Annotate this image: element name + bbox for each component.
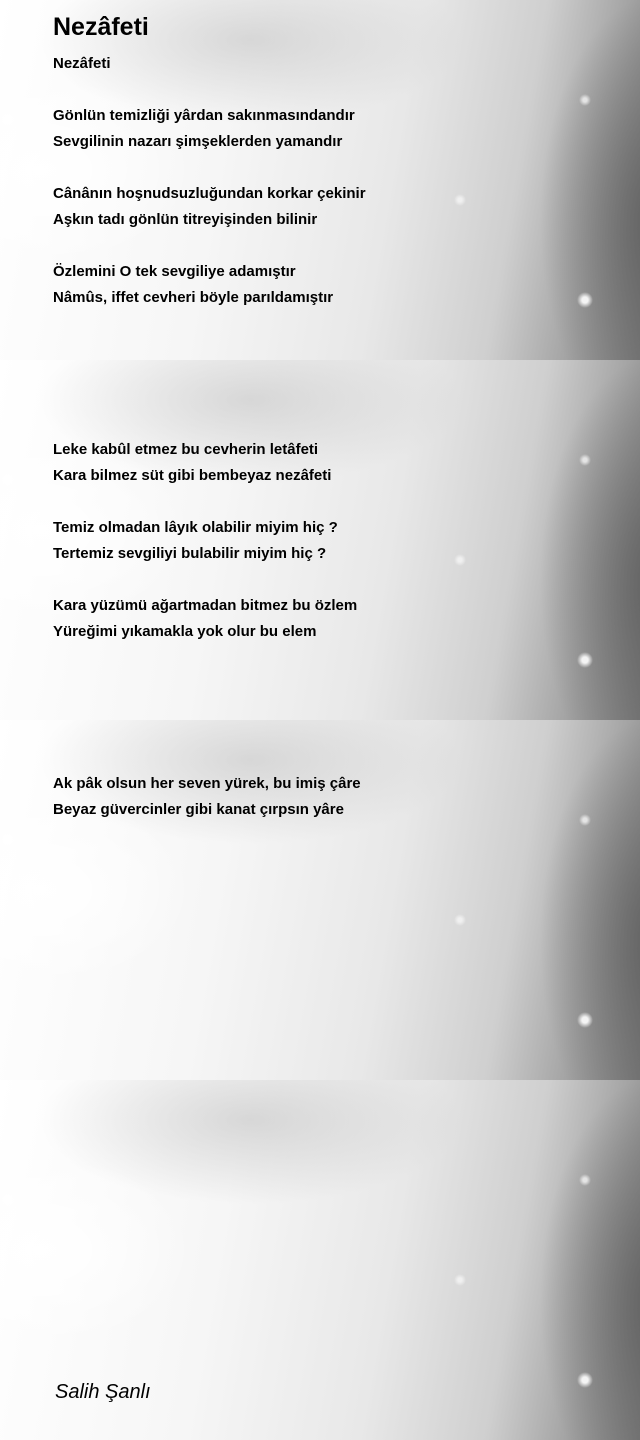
poem-subtitle: Nezâfeti bbox=[53, 55, 111, 72]
stanza-6 bbox=[53, 593, 357, 645]
author-name: Salih Şanlı bbox=[55, 1381, 151, 1403]
poem-line: Sevgilinin nazarı şimşeklerden yamandır bbox=[53, 133, 343, 150]
poem-line: Kara bilmez süt gibi bembeyaz nezâfeti bbox=[53, 467, 332, 484]
poem-line: Özlemini O tek sevgiliye adamıştır bbox=[53, 263, 296, 280]
poem-line: Cânânın hoşnudsuzluğundan korkar çekinir bbox=[53, 185, 366, 202]
stanza-4 bbox=[53, 437, 331, 489]
stanza-2 bbox=[53, 181, 366, 233]
stanza-3 bbox=[53, 259, 333, 311]
poem-line: Kara yüzümü ağartmadan bitmez bu özlem bbox=[53, 597, 358, 614]
poem-line: Beyaz güvercinler gibi kanat çırpsın yâre bbox=[53, 801, 344, 818]
poem-line: Tertemiz sevgiliyi bulabilir miyim hiç ? bbox=[53, 545, 327, 562]
poem-line: Yüreğimi yıkamakla yok olur bu elem bbox=[53, 623, 317, 640]
stanza-1 bbox=[53, 103, 355, 155]
stanza-7 bbox=[53, 771, 361, 823]
poem-line: Aşkın tadı gönlün titreyişinden bilinir bbox=[53, 211, 318, 228]
poem-line: Ak pâk olsun her seven yürek, bu imiş çâre bbox=[53, 775, 361, 792]
poem-line: Gönlün temizliği yârdan sakınmasındandır bbox=[53, 107, 355, 124]
stanza-5 bbox=[53, 515, 338, 567]
poem-line: Leke kabûl etmez bu cevherin letâfeti bbox=[53, 441, 319, 458]
poem-line: Temiz olmadan lâyık olabilir miyim hiç ? bbox=[53, 519, 338, 536]
poem-title: Nezâfeti bbox=[53, 13, 149, 41]
poem-line: Nâmûs, iffet cevheri böyle parıldamıştır bbox=[53, 289, 334, 306]
